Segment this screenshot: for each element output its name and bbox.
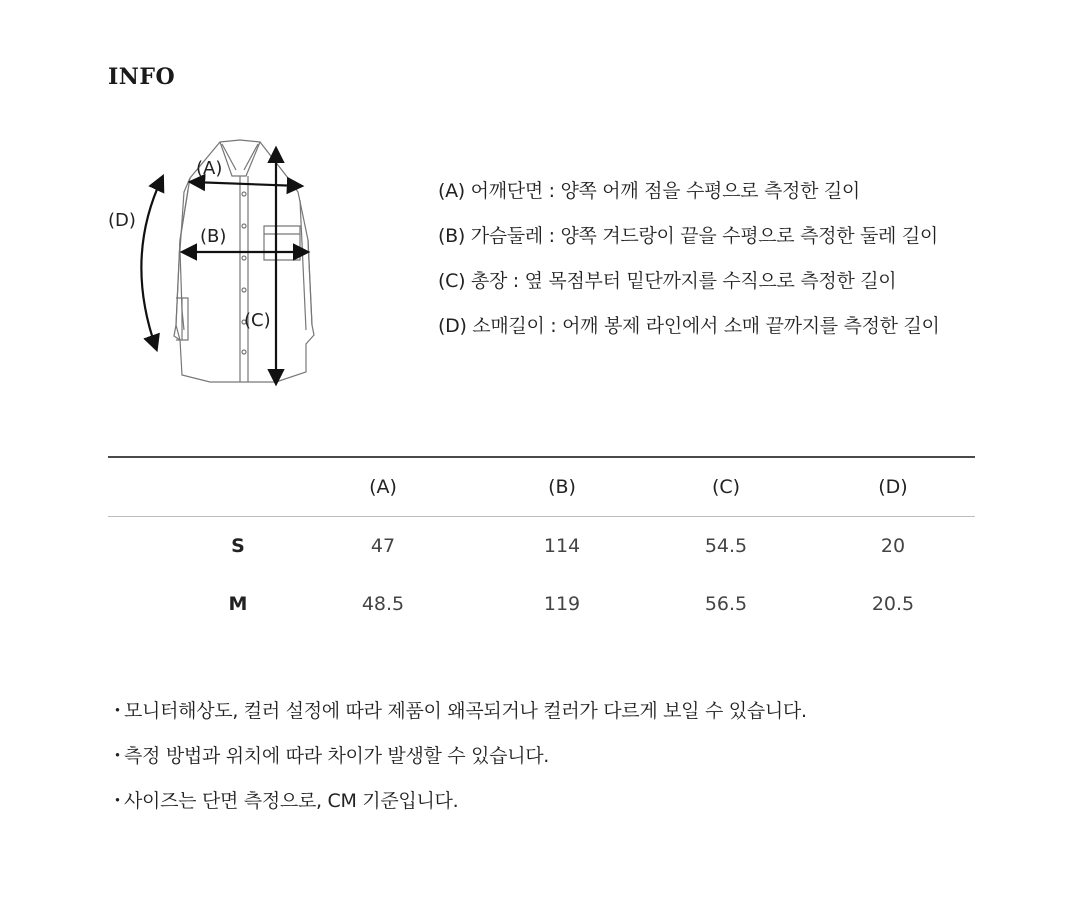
bullet-icon: ・ (108, 745, 127, 767)
shirt-outline-icon (174, 140, 314, 382)
size-table (108, 456, 975, 633)
list-item (108, 741, 807, 786)
legend-item-c: (C) 총장 : 옆 목점부터 밑단까지를 수직으로 측정한 길이 (438, 270, 897, 292)
table-row (108, 575, 975, 633)
notes-list (108, 696, 807, 831)
legend-item-b: (B) 가슴둘레 : 양쪽 겨드랑이 끝을 수평으로 측정한 둘레 길이 (438, 225, 938, 247)
table-cell: 20.5 (871, 593, 915, 615)
table-cell: 20 (880, 535, 906, 557)
table-cell: 114 (543, 535, 581, 557)
column-header-d: (D) (878, 476, 908, 498)
table-cell: 119 (543, 593, 581, 615)
page-title: INFO (108, 64, 176, 90)
shirt-measurement-diagram (100, 130, 340, 390)
list-item (108, 786, 807, 831)
label-b: (B) (200, 226, 227, 247)
table-cell: 54.5 (704, 535, 748, 557)
list-item (108, 696, 807, 741)
size-label: M (228, 593, 248, 615)
table-cell: 48.5 (361, 593, 405, 615)
column-header-c: (C) (711, 476, 741, 498)
note-text: 사이즈는 단면 측정으로, CM 기준입니다. (124, 790, 459, 812)
label-d: (D) (108, 210, 136, 231)
legend-item-d: (D) 소매길이 : 어깨 봉제 라인에서 소매 끝까지를 측정한 길이 (438, 315, 940, 337)
table-row (108, 517, 975, 575)
column-header-b: (B) (548, 476, 576, 498)
arrow-a (192, 182, 300, 186)
bullet-icon: ・ (108, 700, 127, 722)
note-text: 측정 방법과 위치에 따라 차이가 발생할 수 있습니다. (124, 745, 550, 767)
table-cell: 56.5 (704, 593, 748, 615)
table-header-row (108, 458, 975, 516)
legend-item-a: (A) 어깨단면 : 양쪽 어깨 점을 수평으로 측정한 길이 (438, 180, 860, 202)
note-text: 모니터해상도, 컬러 설정에 따라 제품이 왜곡되거나 컬러가 다르게 보일 수 있습니다. (124, 700, 807, 722)
measurement-legend (438, 176, 940, 356)
size-label: S (231, 535, 245, 557)
label-a: (A) (196, 158, 223, 179)
column-header-a: (A) (369, 476, 397, 498)
label-c: (C) (244, 310, 271, 331)
bullet-icon: ・ (108, 790, 127, 812)
arrow-d (141, 178, 162, 348)
table-cell: 47 (370, 535, 396, 557)
